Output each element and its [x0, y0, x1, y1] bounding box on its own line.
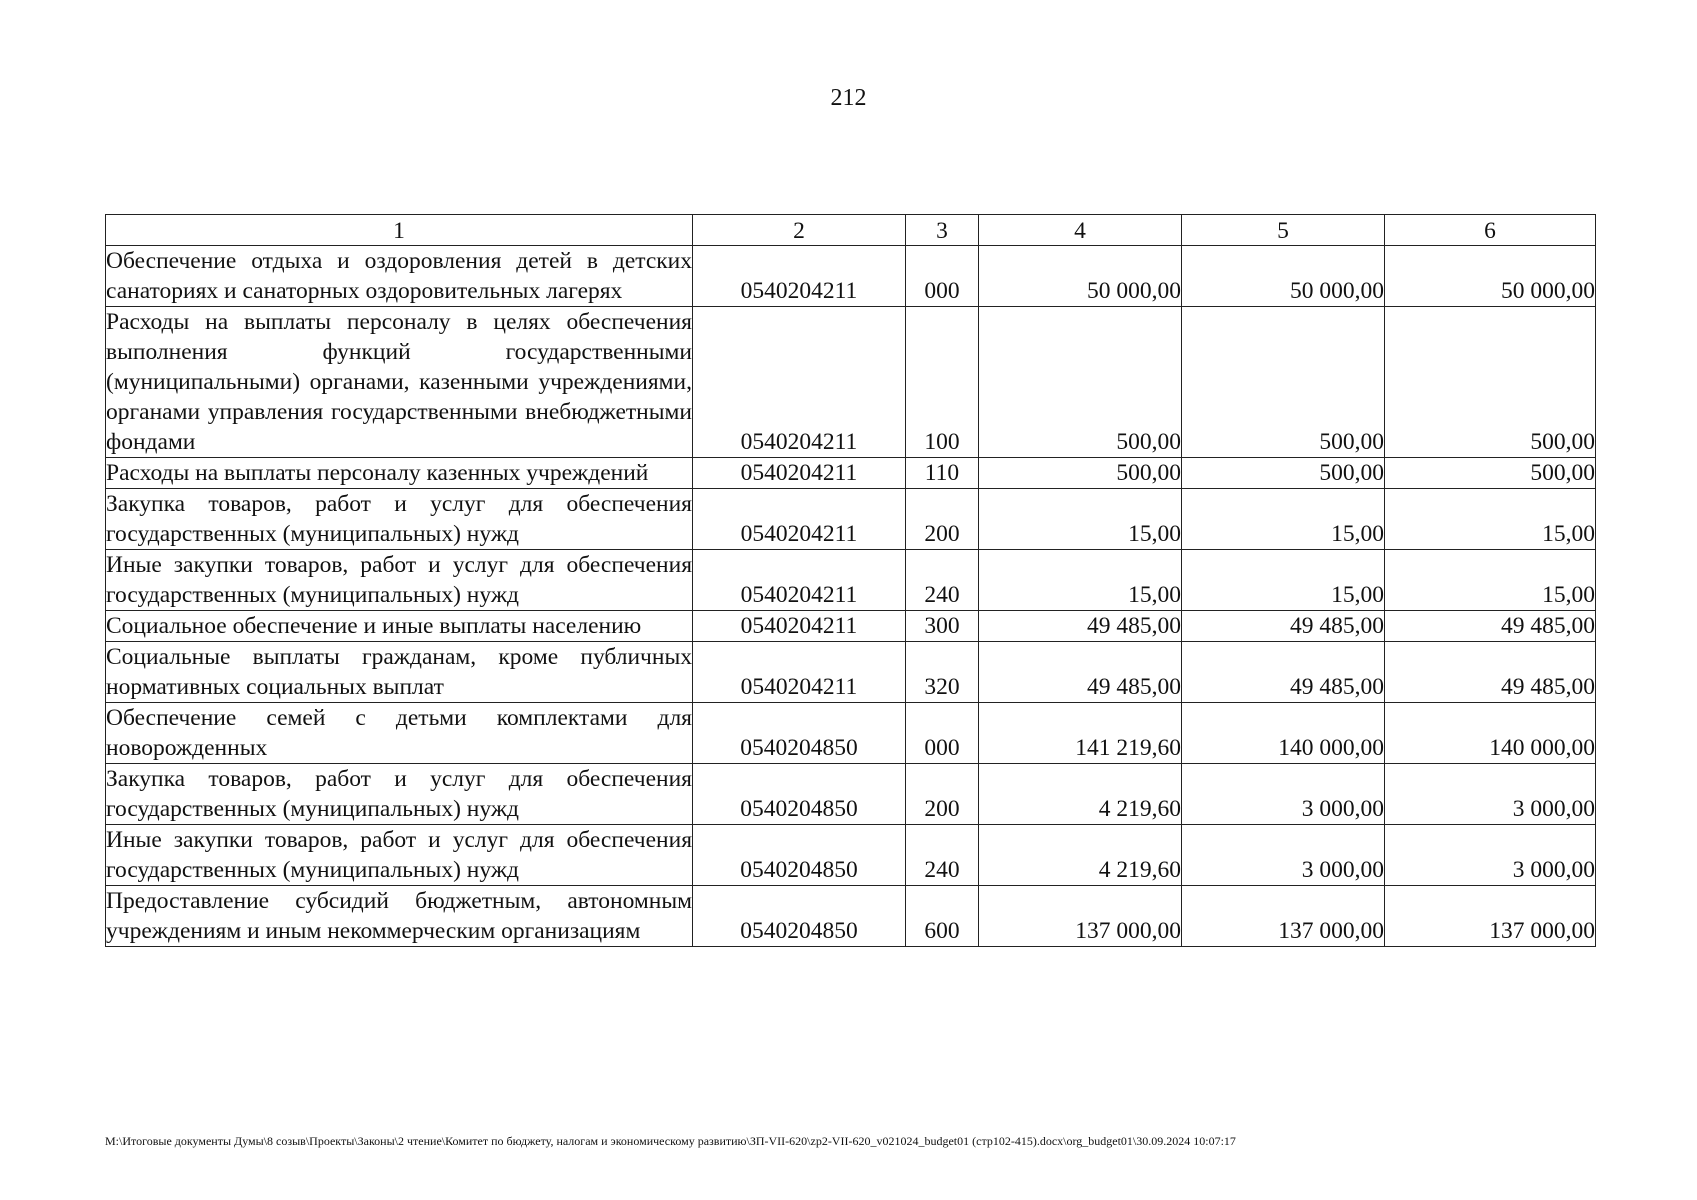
- amount-col4: 141 219,60: [979, 703, 1182, 764]
- budget-table: [105, 214, 1596, 947]
- amount-col4: 15,00: [979, 550, 1182, 611]
- amount-col5: 500,00: [1182, 458, 1385, 489]
- amount-col6: 137 000,00: [1385, 886, 1596, 947]
- expense-name: Предоставление субсидий бюджетным, автономным учреждениям и иным некоммерческим организациям: [106, 886, 693, 947]
- amount-col5: 50 000,00: [1182, 246, 1385, 307]
- amount-col5: 49 485,00: [1182, 611, 1385, 642]
- amount-col6: 49 485,00: [1385, 642, 1596, 703]
- target-code: 0540204850: [693, 825, 906, 886]
- amount-col5: 15,00: [1182, 550, 1385, 611]
- table-row: [106, 246, 1596, 307]
- table-row: [106, 703, 1596, 764]
- amount-col4: 500,00: [979, 458, 1182, 489]
- target-code: 0540204850: [693, 886, 906, 947]
- expense-type: 240: [906, 550, 979, 611]
- amount-col6: 140 000,00: [1385, 703, 1596, 764]
- target-code: 0540204211: [693, 307, 906, 458]
- expense-type: 200: [906, 764, 979, 825]
- expense-name: Расходы на выплаты персоналу в целях обеспечения выполнения функций государственными (муниципальными) органами, казенными учреждениями, органами управления государственными внебюджетными фондами: [106, 307, 693, 458]
- expense-type: 600: [906, 886, 979, 947]
- amount-col6: 15,00: [1385, 550, 1596, 611]
- amount-col6: 500,00: [1385, 458, 1596, 489]
- column-header-1: 1: [106, 215, 693, 246]
- amount-col6: 15,00: [1385, 489, 1596, 550]
- amount-col6: 3 000,00: [1385, 764, 1596, 825]
- table-row: [106, 307, 1596, 458]
- amount-col4: 137 000,00: [979, 886, 1182, 947]
- expense-name: Обеспечение семей с детьми комплектами для новорожденных: [106, 703, 693, 764]
- document-file-path: M:\Итоговые документы Думы\8 созыв\Проекты\Законы\2 чтение\Комитет по бюджету, налогам и экономическому развитию\ЗП-VII-620\zp2-VII-620_v021024_budget01 (стр102-415).docx\org_budget01\30.09.2024 10:07:17: [105, 1134, 1236, 1148]
- expense-type: 240: [906, 825, 979, 886]
- expense-type: 200: [906, 489, 979, 550]
- amount-col5: 500,00: [1182, 307, 1385, 458]
- column-header-5: 5: [1182, 215, 1385, 246]
- expense-name: Иные закупки товаров, работ и услуг для обеспечения государственных (муниципальных) нужд: [106, 825, 693, 886]
- table-row: [106, 550, 1596, 611]
- target-code: 0540204211: [693, 611, 906, 642]
- amount-col4: 4 219,60: [979, 764, 1182, 825]
- table-row: [106, 489, 1596, 550]
- expense-name: Социальное обеспечение и иные выплаты населению: [106, 611, 693, 642]
- amount-col4: 49 485,00: [979, 611, 1182, 642]
- expense-type: 000: [906, 246, 979, 307]
- column-header-3: 3: [906, 215, 979, 246]
- amount-col5: 15,00: [1182, 489, 1385, 550]
- amount-col5: 3 000,00: [1182, 825, 1385, 886]
- amount-col5: 140 000,00: [1182, 703, 1385, 764]
- amount-col5: 49 485,00: [1182, 642, 1385, 703]
- target-code: 0540204850: [693, 764, 906, 825]
- table-header-row: [106, 215, 1596, 246]
- amount-col6: 50 000,00: [1385, 246, 1596, 307]
- target-code: 0540204211: [693, 550, 906, 611]
- amount-col4: 15,00: [979, 489, 1182, 550]
- expense-name: Иные закупки товаров, работ и услуг для обеспечения государственных (муниципальных) нужд: [106, 550, 693, 611]
- target-code: 0540204850: [693, 703, 906, 764]
- amount-col4: 4 219,60: [979, 825, 1182, 886]
- table-row: [106, 886, 1596, 947]
- expense-type: 100: [906, 307, 979, 458]
- table-row: [106, 458, 1596, 489]
- table-row: [106, 825, 1596, 886]
- column-header-6: 6: [1385, 215, 1596, 246]
- expense-type: 110: [906, 458, 979, 489]
- expense-name: Расходы на выплаты персоналу казенных учреждений: [106, 458, 693, 489]
- table-row: [106, 611, 1596, 642]
- amount-col6: 3 000,00: [1385, 825, 1596, 886]
- expense-name: Закупка товаров, работ и услуг для обеспечения государственных (муниципальных) нужд: [106, 489, 693, 550]
- target-code: 0540204211: [693, 458, 906, 489]
- amount-col6: 49 485,00: [1385, 611, 1596, 642]
- expense-name: Социальные выплаты гражданам, кроме публичных нормативных социальных выплат: [106, 642, 693, 703]
- target-code: 0540204211: [693, 246, 906, 307]
- expense-type: 300: [906, 611, 979, 642]
- column-header-4: 4: [979, 215, 1182, 246]
- amount-col5: 3 000,00: [1182, 764, 1385, 825]
- target-code: 0540204211: [693, 489, 906, 550]
- table-row: [106, 764, 1596, 825]
- table-row: [106, 642, 1596, 703]
- amount-col4: 50 000,00: [979, 246, 1182, 307]
- amount-col4: 500,00: [979, 307, 1182, 458]
- amount-col6: 500,00: [1385, 307, 1596, 458]
- column-header-2: 2: [693, 215, 906, 246]
- amount-col5: 137 000,00: [1182, 886, 1385, 947]
- target-code: 0540204211: [693, 642, 906, 703]
- expense-name: Закупка товаров, работ и услуг для обеспечения государственных (муниципальных) нужд: [106, 764, 693, 825]
- amount-col4: 49 485,00: [979, 642, 1182, 703]
- expense-type: 000: [906, 703, 979, 764]
- page-number: 212: [830, 85, 867, 111]
- expense-type: 320: [906, 642, 979, 703]
- expense-name: Обеспечение отдыха и оздоровления детей в детских санаториях и санаторных оздоровительных лагерях: [106, 246, 693, 307]
